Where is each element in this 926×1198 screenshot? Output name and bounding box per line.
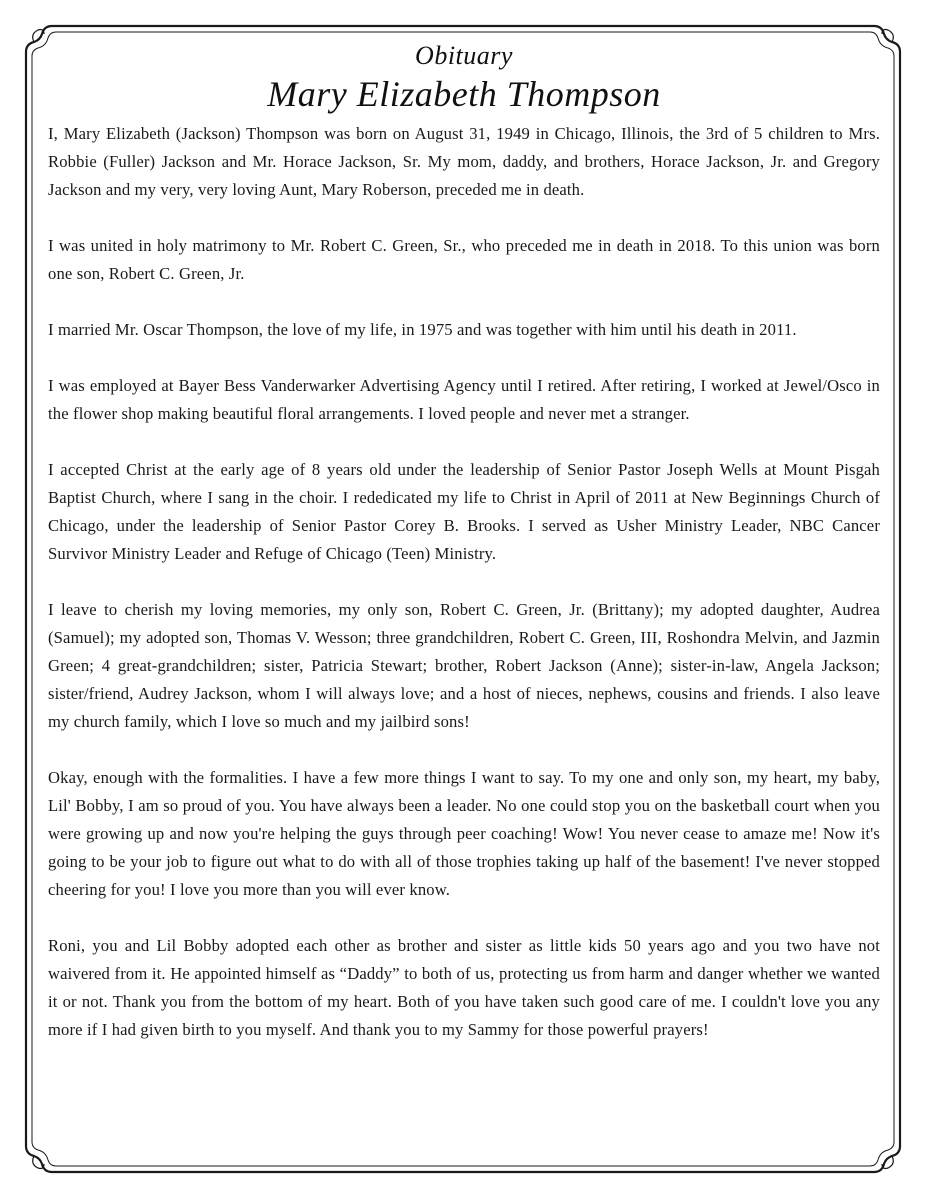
- deceased-name: Mary Elizabeth Thompson: [267, 74, 661, 114]
- paragraph-second-marriage: I married Mr. Oscar Thompson, the love of my life, in 1975 and was together with him until his death in 2011.: [48, 320, 797, 339]
- paragraph-message-roni: Roni, you and Lil Bobby adopted each other as brother and sister as little kids 50 years ago and you two have not waivered from it. He appointed himself as “Daddy” to both of us, protecting us from harm and danger whether we wanted it or not. Thank you from the bottom of my heart. Both of you have taken such good care of me. I couldn't love you any more if I had given birth to you myself. And thank you to my Sammy for those powerful prayers!: [48, 936, 880, 1039]
- obituary-label: Obituary: [415, 41, 513, 70]
- paragraph-birth: I, Mary Elizabeth (Jackson) Thompson was born on August 31, 1949 in Chicago, Illinois, the 3rd of 5 children to Mrs. Robbie (Fuller) Jackson and Mr. Horace Jackson, Sr. My mom, daddy, and brothers, Horace Jackson, Jr. and Gregory Jackson and my very, very loving Aunt, Mary Roberson, preceded me in death.: [48, 124, 880, 199]
- paragraph-faith: I accepted Christ at the early age of 8 years old under the leadership of Senior Pastor Joseph Wells at Mount Pisgah Baptist Church, where I sang in the choir. I rededicated my life to Christ in April of 2011 at New Beginnings Church of Chicago, under the leadership of Senior Pastor Corey B. Brooks. I served as Usher Ministry Leader, NBC Cancer Survivor Ministry Leader and Refuge of Chicago (Teen) Ministry.: [48, 460, 880, 563]
- paragraph-employment: I was employed at Bayer Bess Vanderwarker Advertising Agency until I retired. After retiring, I worked at Jewel/Osco in the flower shop making beautiful floral arrangements. I loved people and never met a stranger.: [48, 376, 880, 423]
- paragraph-survivors: I leave to cherish my loving memories, my only son, Robert C. Green, Jr. (Brittany); my adopted daughter, Audrea (Samuel); my adopted son, Thomas V. Wesson; three grandchildren, Robert C. Green, III, Roshondra Melvin, and Jazmin Green; 4 great-grandchildren; sister, Patricia Stewart; brother, Robert Jackson (Anne); sister-in-law, Angela Jackson; sister/friend, Audrey Jackson, whom I will always love; and a host of nieces, nephews, cousins and friends. I also leave my church family, which I love so much and my jailbird sons!: [48, 600, 880, 731]
- paragraph-message-son: Okay, enough with the formalities. I have a few more things I want to say. To my one and only son, my heart, my baby, Lil' Bobby, I am so proud of you. You have always been a leader. No one could stop you on the basketball court when you were growing up and now you're helping the guys through peer coaching! Wow! You never cease to amaze me! Now it's going to be your job to figure out what to do with all of those trophies taking up half of the basement! I've never stopped cheering for you! I love you more than you will ever know.: [48, 768, 880, 899]
- paragraph-first-marriage: I was united in holy matrimony to Mr. Robert C. Green, Sr., who preceded me in death in 2018. To this union was born one son, Robert C. Green, Jr.: [48, 236, 880, 283]
- obituary-content: [48, 38, 880, 1072]
